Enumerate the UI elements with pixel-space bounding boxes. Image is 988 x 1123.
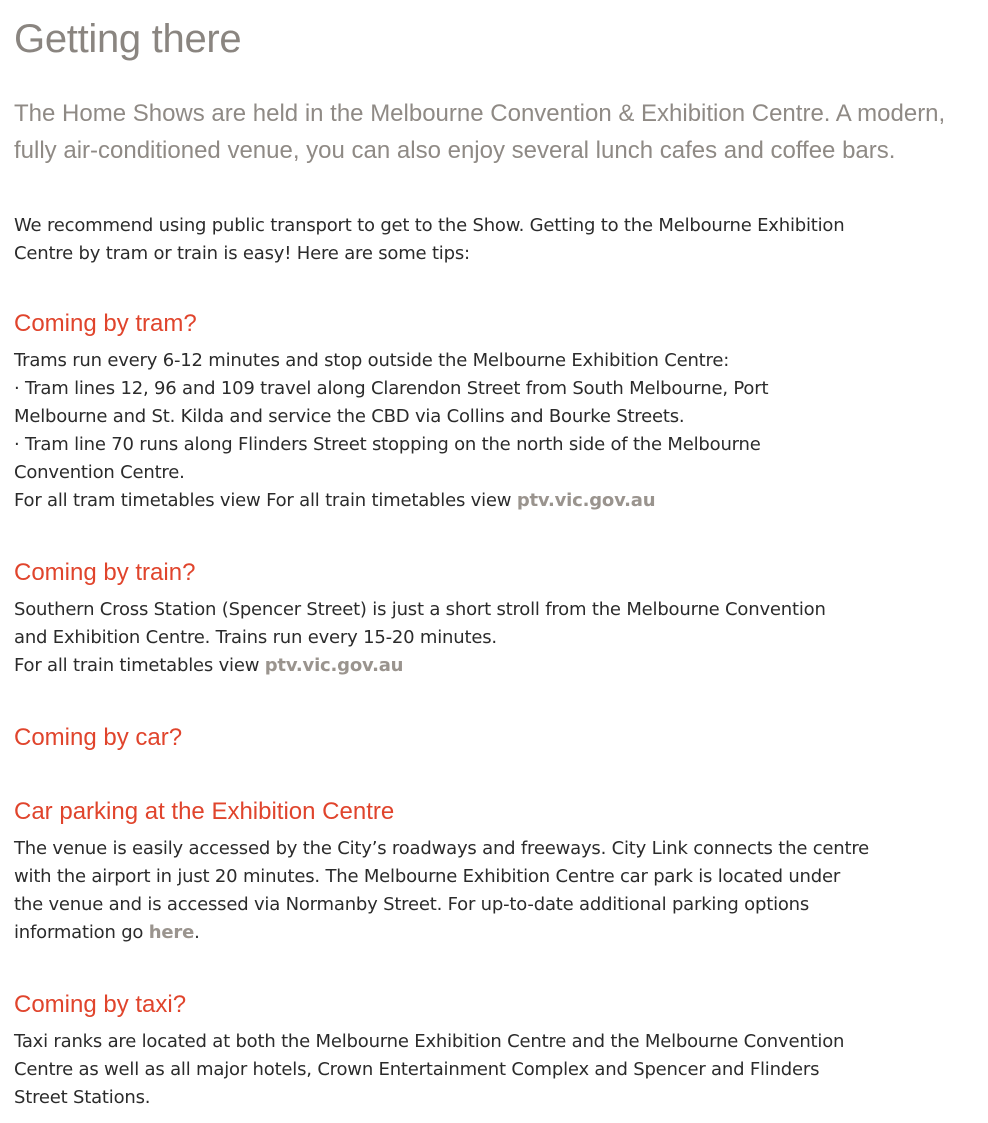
tram-line: · Tram line 70 runs along Flinders Street stopping on the north side of the Melbourne [14, 434, 761, 455]
recommend-paragraph [14, 212, 976, 268]
train-timetable-text: For all train timetables view [14, 655, 265, 676]
parking-here-link[interactable]: here [148, 922, 195, 943]
recommend-line: Centre by tram or train is easy! Here are some tips: [14, 243, 470, 264]
tram-timetable-text: For all tram timetables view For all train timetables view [14, 490, 517, 511]
train-ptv-link[interactable]: ptv.vic.gov.au [264, 655, 404, 676]
train-heading: Coming by train? [14, 559, 196, 586]
parking-line: the venue and is accessed via Normanby Street. For up-to-date additional parking options [14, 894, 810, 915]
taxi-line: Centre as well as all major hotels, Crown Entertainment Complex and Spencer and Flinders [14, 1059, 820, 1080]
tram-ptv-link[interactable]: ptv.vic.gov.au [516, 490, 656, 511]
intro-paragraph: The Home Shows are held in the Melbourne Convention & Exhibition Centre. A modern, fully air-conditioned venue, you can also enjoy several lunch cafes and coffee bars. [14, 100, 946, 164]
taxi-heading: Coming by taxi? [14, 991, 187, 1018]
tram-heading: Coming by tram? [14, 310, 197, 337]
train-line: Southern Cross Station (Spencer Street) is just a short stroll from the Melbourne Convention [14, 599, 826, 620]
car-heading: Coming by car? [14, 724, 183, 751]
page-title: Getting there [14, 17, 242, 61]
parking-section [14, 835, 976, 947]
recommend-line: We recommend using public transport to get to the Show. Getting to the Melbourne Exhibition [14, 215, 845, 236]
parking-info-suffix: . [194, 922, 200, 943]
taxi-section [14, 1028, 976, 1112]
taxi-line: Taxi ranks are located at both the Melbourne Exhibition Centre and the Melbourne Convention [14, 1031, 845, 1052]
parking-line: The venue is easily accessed by the City’s roadways and freeways. City Link connects the centre [14, 838, 870, 859]
taxi-line: Street Stations. [14, 1087, 151, 1108]
tram-line: Convention Centre. [14, 462, 185, 483]
train-line: and Exhibition Centre. Trains run every 15-20 minutes. [14, 627, 497, 648]
parking-info-text: information go [14, 922, 149, 943]
parking-info-line [14, 919, 976, 947]
parking-line: with the airport in just 20 minutes. The Melbourne Exhibition Centre car park is located under [14, 866, 841, 887]
tram-line: Trams run every 6-12 minutes and stop outside the Melbourne Exhibition Centre: [14, 350, 730, 371]
tram-line: Melbourne and St. Kilda and service the CBD via Collins and Bourke Streets. [14, 406, 685, 427]
train-timetable-line [14, 652, 976, 680]
tram-section [14, 347, 976, 515]
parking-heading: Car parking at the Exhibition Centre [14, 798, 395, 825]
train-section [14, 596, 976, 680]
tram-line: · Tram lines 12, 96 and 109 travel along Clarendon Street from South Melbourne, Port [14, 378, 769, 399]
tram-timetable-line [14, 487, 976, 515]
